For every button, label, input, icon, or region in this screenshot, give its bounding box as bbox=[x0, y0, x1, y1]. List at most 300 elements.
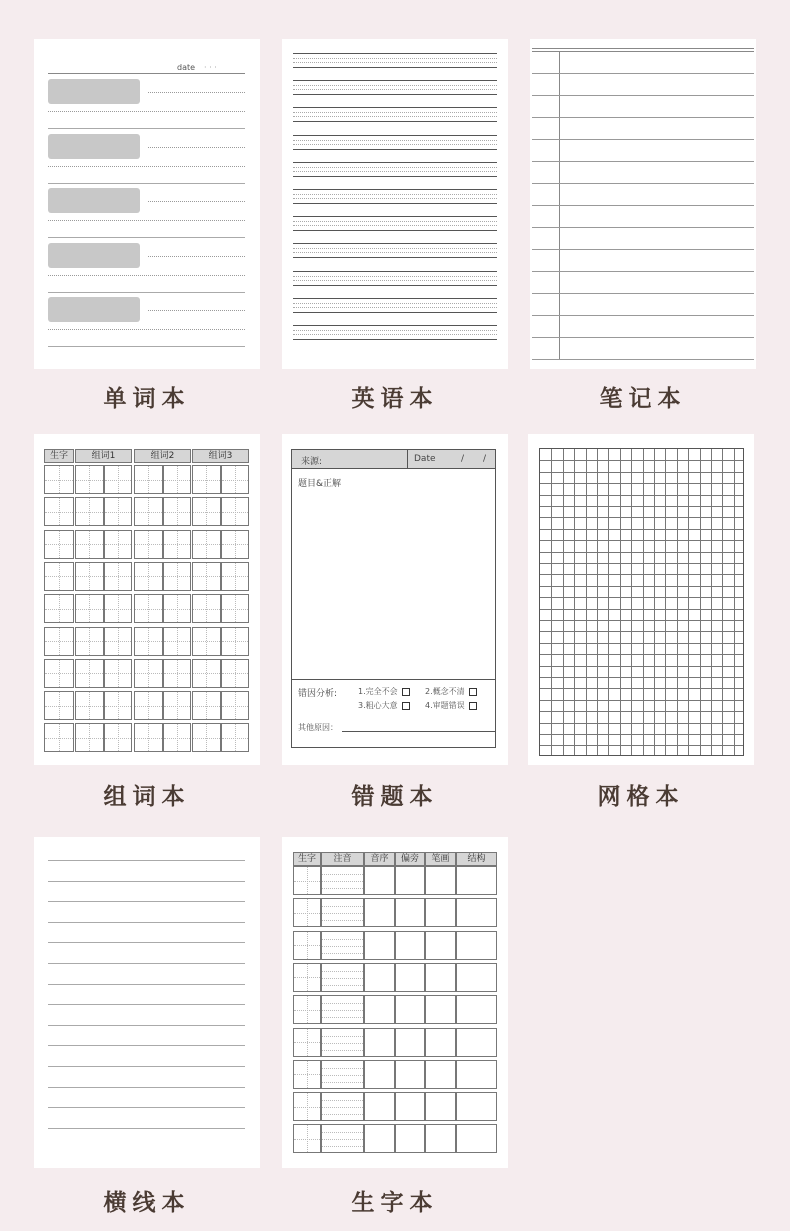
character-cell[interactable] bbox=[321, 1092, 364, 1121]
tian-cell[interactable] bbox=[192, 465, 221, 494]
english-midline bbox=[293, 334, 497, 335]
tian-cell[interactable] bbox=[134, 627, 163, 656]
english-line bbox=[293, 203, 497, 204]
english-line bbox=[293, 53, 497, 54]
english-midline bbox=[293, 252, 497, 253]
cell-guide bbox=[164, 544, 191, 545]
pinyin-guide bbox=[322, 1036, 363, 1037]
english-midline bbox=[293, 221, 497, 222]
tian-cell[interactable] bbox=[44, 594, 74, 623]
ruled-line bbox=[48, 901, 245, 902]
example-line bbox=[48, 329, 245, 330]
character-cell[interactable] bbox=[321, 995, 364, 1024]
phrase-header: 组词2 bbox=[134, 449, 191, 463]
tian-cell[interactable] bbox=[192, 691, 221, 720]
grid-row-line bbox=[540, 609, 743, 610]
character-cell[interactable] bbox=[395, 1028, 425, 1057]
character-cell[interactable] bbox=[364, 931, 395, 960]
character-cell[interactable] bbox=[364, 1124, 395, 1153]
note-line bbox=[532, 139, 754, 140]
pinyin-guide bbox=[322, 985, 363, 986]
cell-guide bbox=[45, 706, 73, 707]
tian-cell[interactable] bbox=[192, 594, 221, 623]
character-cell[interactable] bbox=[293, 963, 321, 992]
tian-cell[interactable] bbox=[163, 465, 192, 494]
checkbox-icon[interactable] bbox=[469, 688, 477, 696]
english-line bbox=[293, 257, 497, 258]
tian-cell[interactable] bbox=[163, 627, 192, 656]
cell-guide bbox=[294, 881, 320, 882]
pinyin-guide bbox=[322, 1010, 363, 1011]
english-line bbox=[293, 121, 497, 122]
character-cell[interactable] bbox=[321, 898, 364, 927]
grid-row-line bbox=[540, 745, 743, 746]
pinyin-guide bbox=[322, 971, 363, 972]
english-midline bbox=[293, 167, 497, 168]
tian-cell[interactable] bbox=[163, 497, 192, 526]
character-cell[interactable] bbox=[364, 1060, 395, 1089]
tian-cell[interactable] bbox=[44, 723, 74, 752]
grid-row-line bbox=[540, 597, 743, 598]
phrase-header: 生字 bbox=[44, 449, 74, 463]
option-4[interactable]: 4.审题错误 bbox=[425, 700, 477, 711]
cell-guide bbox=[164, 576, 191, 577]
pinyin-guide bbox=[322, 1003, 363, 1004]
cell-guide bbox=[105, 480, 132, 481]
character-cell[interactable] bbox=[293, 1124, 321, 1153]
character-header: 结构 bbox=[456, 852, 497, 866]
word-placeholder[interactable] bbox=[48, 297, 140, 322]
tian-cell[interactable] bbox=[44, 659, 74, 688]
option-3[interactable]: 3.粗心大意 bbox=[358, 700, 410, 711]
tian-cell[interactable] bbox=[44, 530, 74, 559]
character-cell[interactable] bbox=[425, 898, 456, 927]
character-cell[interactable] bbox=[395, 1060, 425, 1089]
character-cell[interactable] bbox=[456, 931, 497, 960]
option-2[interactable]: 2.概念不清 bbox=[425, 686, 477, 697]
english-line bbox=[293, 135, 497, 136]
cell-guide bbox=[135, 738, 162, 739]
tian-cell[interactable] bbox=[75, 691, 104, 720]
english-line bbox=[293, 285, 497, 286]
grid-row-line bbox=[540, 666, 743, 667]
english-midline bbox=[293, 307, 497, 308]
pinyin-guide bbox=[322, 920, 363, 921]
cell-guide bbox=[105, 641, 132, 642]
tian-cell[interactable] bbox=[163, 723, 192, 752]
note-line bbox=[532, 205, 754, 206]
character-cell[interactable] bbox=[364, 995, 395, 1024]
character-cell[interactable] bbox=[364, 866, 395, 895]
tian-cell[interactable] bbox=[221, 594, 250, 623]
tian-cell[interactable] bbox=[163, 530, 192, 559]
tian-cell[interactable] bbox=[163, 562, 192, 591]
ruled-line bbox=[48, 1025, 245, 1026]
english-midline bbox=[293, 280, 497, 281]
tian-cell[interactable] bbox=[134, 530, 163, 559]
english-line bbox=[293, 67, 497, 68]
tian-cell[interactable] bbox=[221, 691, 250, 720]
notebook-card-english[interactable] bbox=[282, 39, 508, 369]
tian-cell[interactable] bbox=[75, 659, 104, 688]
grid-row-line bbox=[540, 552, 743, 553]
tian-cell[interactable] bbox=[192, 723, 221, 752]
cell-guide bbox=[294, 1010, 320, 1011]
grid-row-line bbox=[540, 506, 743, 507]
character-cell[interactable] bbox=[364, 898, 395, 927]
cell-guide bbox=[76, 738, 103, 739]
cell-guide bbox=[294, 1042, 320, 1043]
tian-cell[interactable] bbox=[44, 627, 74, 656]
grid-area[interactable] bbox=[539, 448, 744, 756]
pinyin-guide bbox=[322, 1114, 363, 1115]
grid-row-line bbox=[540, 620, 743, 621]
date-separator: / bbox=[461, 454, 465, 464]
pinyin-guide bbox=[322, 1075, 363, 1076]
grid-row-line bbox=[540, 472, 743, 473]
english-midline bbox=[293, 194, 497, 195]
cell-guide bbox=[222, 544, 249, 545]
character-cell[interactable] bbox=[321, 1124, 364, 1153]
caption-english: 英语本 bbox=[351, 386, 439, 412]
grid-row-line bbox=[540, 517, 743, 518]
tian-cell[interactable] bbox=[221, 723, 250, 752]
cell-guide bbox=[222, 609, 249, 610]
cell-guide bbox=[135, 544, 162, 545]
cell-guide bbox=[294, 1074, 320, 1075]
top-line bbox=[532, 51, 754, 52]
character-cell[interactable] bbox=[293, 866, 321, 895]
cell-guide bbox=[222, 738, 249, 739]
cell-guide bbox=[193, 706, 220, 707]
character-cell[interactable] bbox=[395, 866, 425, 895]
character-cell[interactable] bbox=[321, 1060, 364, 1089]
character-cell[interactable] bbox=[425, 866, 456, 895]
checkbox-icon[interactable] bbox=[402, 688, 410, 696]
tian-cell[interactable] bbox=[104, 594, 133, 623]
tian-cell[interactable] bbox=[221, 497, 250, 526]
character-cell[interactable] bbox=[456, 1028, 497, 1057]
checkbox-icon[interactable] bbox=[469, 702, 477, 710]
character-cell[interactable] bbox=[456, 866, 497, 895]
note-line bbox=[532, 95, 754, 96]
tian-cell[interactable] bbox=[75, 497, 104, 526]
grid-row-line bbox=[540, 495, 743, 496]
word-placeholder[interactable] bbox=[48, 79, 140, 104]
character-header: 注音 bbox=[321, 852, 364, 866]
tian-cell[interactable] bbox=[163, 659, 192, 688]
character-cell[interactable] bbox=[395, 1092, 425, 1121]
other-reason-line[interactable] bbox=[342, 731, 495, 732]
character-cell[interactable] bbox=[395, 1124, 425, 1153]
ruled-line bbox=[48, 1128, 245, 1129]
cell-guide bbox=[105, 576, 132, 577]
tian-cell[interactable] bbox=[192, 497, 221, 526]
cell-guide bbox=[76, 512, 103, 513]
pinyin-guide bbox=[322, 1068, 363, 1069]
note-line bbox=[532, 293, 754, 294]
tian-cell[interactable] bbox=[221, 530, 250, 559]
english-line bbox=[293, 271, 497, 272]
cell-guide bbox=[105, 544, 132, 545]
grid-row-line bbox=[540, 563, 743, 564]
grid-row-line bbox=[540, 688, 743, 689]
english-midline bbox=[293, 140, 497, 141]
tian-cell[interactable] bbox=[104, 530, 133, 559]
caption-lined: 横线本 bbox=[103, 1190, 191, 1216]
character-cell[interactable] bbox=[321, 931, 364, 960]
word-placeholder[interactable] bbox=[48, 134, 140, 159]
character-cell[interactable] bbox=[395, 995, 425, 1024]
phrase-header: 组词3 bbox=[192, 449, 249, 463]
notebook-card-lined[interactable] bbox=[34, 837, 260, 1168]
cell-guide bbox=[135, 641, 162, 642]
notebook-card-notes[interactable] bbox=[530, 39, 756, 369]
ruled-line bbox=[48, 860, 245, 861]
english-midline bbox=[293, 85, 497, 86]
tian-cell[interactable] bbox=[44, 465, 74, 494]
pinyin-guide bbox=[322, 1043, 363, 1044]
separator-line bbox=[48, 346, 245, 347]
notebook-card-words[interactable] bbox=[34, 39, 260, 369]
character-cell[interactable] bbox=[395, 898, 425, 927]
tian-cell[interactable] bbox=[163, 691, 192, 720]
ruled-line bbox=[48, 1066, 245, 1067]
ruled-line bbox=[48, 922, 245, 923]
grid-row-line bbox=[540, 734, 743, 735]
caption-phrases: 组词本 bbox=[103, 784, 191, 810]
tian-cell[interactable] bbox=[134, 562, 163, 591]
tian-cell[interactable] bbox=[192, 530, 221, 559]
character-cell[interactable] bbox=[425, 1124, 456, 1153]
english-midline bbox=[293, 144, 497, 145]
tian-cell[interactable] bbox=[104, 627, 133, 656]
example-line bbox=[48, 275, 245, 276]
tian-cell[interactable] bbox=[75, 562, 104, 591]
character-cell[interactable] bbox=[425, 1060, 456, 1089]
tian-cell[interactable] bbox=[75, 594, 104, 623]
grid-row-line bbox=[540, 540, 743, 541]
cell-guide bbox=[222, 641, 249, 642]
character-cell[interactable] bbox=[293, 898, 321, 927]
option-1[interactable]: 1.完全不会 bbox=[358, 686, 410, 697]
english-midline bbox=[293, 112, 497, 113]
character-cell[interactable] bbox=[456, 1092, 497, 1121]
character-cell[interactable] bbox=[425, 995, 456, 1024]
cell-guide bbox=[45, 673, 73, 674]
grid-row-line bbox=[540, 483, 743, 484]
tian-cell[interactable] bbox=[44, 691, 74, 720]
grid-row-line bbox=[540, 529, 743, 530]
word-placeholder[interactable] bbox=[48, 243, 140, 268]
english-line bbox=[293, 107, 497, 108]
tian-cell[interactable] bbox=[221, 627, 250, 656]
pinyin-guide bbox=[322, 906, 363, 907]
pinyin-guide bbox=[322, 1082, 363, 1083]
cell-guide bbox=[45, 480, 73, 481]
separator-line bbox=[48, 183, 245, 184]
character-cell[interactable] bbox=[425, 963, 456, 992]
word-placeholder[interactable] bbox=[48, 188, 140, 213]
caption-mistakes: 错题本 bbox=[351, 784, 439, 810]
character-cell[interactable] bbox=[456, 1124, 497, 1153]
character-cell[interactable] bbox=[321, 963, 364, 992]
english-line bbox=[293, 230, 497, 231]
pinyin-guide bbox=[322, 939, 363, 940]
english-line bbox=[293, 149, 497, 150]
tian-cell[interactable] bbox=[75, 530, 104, 559]
character-cell[interactable] bbox=[293, 1028, 321, 1057]
character-cell[interactable] bbox=[395, 963, 425, 992]
note-line bbox=[532, 337, 754, 338]
grid-row-line bbox=[540, 700, 743, 701]
english-midline bbox=[293, 171, 497, 172]
english-midline bbox=[293, 58, 497, 59]
character-cell[interactable] bbox=[321, 1028, 364, 1057]
grid-row-line bbox=[540, 631, 743, 632]
meaning-line bbox=[148, 201, 245, 202]
tian-cell[interactable] bbox=[221, 465, 250, 494]
character-cell[interactable] bbox=[364, 1092, 395, 1121]
date-label: date bbox=[177, 63, 196, 72]
cell-guide bbox=[193, 576, 220, 577]
character-cell[interactable] bbox=[425, 931, 456, 960]
ruled-line bbox=[48, 1087, 245, 1088]
meaning-line bbox=[148, 92, 245, 93]
tian-cell[interactable] bbox=[192, 627, 221, 656]
notebook-card-characters[interactable] bbox=[282, 837, 508, 1168]
character-cell[interactable] bbox=[456, 898, 497, 927]
tian-cell[interactable] bbox=[75, 627, 104, 656]
checkbox-icon[interactable] bbox=[402, 702, 410, 710]
tian-cell[interactable] bbox=[44, 562, 74, 591]
english-midline bbox=[293, 225, 497, 226]
example-line bbox=[48, 111, 245, 112]
english-line bbox=[293, 189, 497, 190]
notebook-card-mistakes[interactable] bbox=[282, 434, 508, 765]
character-cell[interactable] bbox=[456, 963, 497, 992]
character-cell[interactable] bbox=[364, 1028, 395, 1057]
tian-cell[interactable] bbox=[192, 562, 221, 591]
english-line bbox=[293, 176, 497, 177]
cell-guide bbox=[45, 738, 73, 739]
english-line bbox=[293, 339, 497, 340]
tian-cell[interactable] bbox=[104, 723, 133, 752]
character-cell[interactable] bbox=[425, 1092, 456, 1121]
character-cell[interactable] bbox=[425, 1028, 456, 1057]
character-cell[interactable] bbox=[395, 931, 425, 960]
tian-cell[interactable] bbox=[104, 497, 133, 526]
cell-guide bbox=[45, 512, 73, 513]
cell-guide bbox=[45, 641, 73, 642]
example-line bbox=[48, 220, 245, 221]
tian-cell[interactable] bbox=[221, 659, 250, 688]
grid-row-line bbox=[540, 677, 743, 678]
english-line bbox=[293, 94, 497, 95]
tian-cell[interactable] bbox=[44, 497, 74, 526]
english-midline bbox=[293, 330, 497, 331]
pinyin-guide bbox=[322, 874, 363, 875]
english-line bbox=[293, 216, 497, 217]
cell-guide bbox=[76, 480, 103, 481]
cell-guide bbox=[164, 512, 191, 513]
mistake-header bbox=[292, 450, 495, 469]
pinyin-guide bbox=[322, 1139, 363, 1140]
character-cell[interactable] bbox=[293, 995, 321, 1024]
tian-cell[interactable] bbox=[221, 562, 250, 591]
tian-cell[interactable] bbox=[192, 659, 221, 688]
note-line bbox=[532, 359, 754, 360]
tian-cell[interactable] bbox=[75, 465, 104, 494]
character-cell[interactable] bbox=[456, 1060, 497, 1089]
cell-guide bbox=[105, 512, 132, 513]
pinyin-guide bbox=[322, 881, 363, 882]
ruled-line bbox=[48, 942, 245, 943]
cell-guide bbox=[164, 641, 191, 642]
caption-grid: 网格本 bbox=[597, 784, 685, 810]
cell-guide bbox=[193, 641, 220, 642]
cell-guide bbox=[193, 738, 220, 739]
tian-cell[interactable] bbox=[134, 594, 163, 623]
separator-line bbox=[48, 292, 245, 293]
character-cell[interactable] bbox=[321, 866, 364, 895]
cell-guide bbox=[222, 576, 249, 577]
character-cell[interactable] bbox=[293, 931, 321, 960]
english-line bbox=[293, 162, 497, 163]
character-cell[interactable] bbox=[293, 1092, 321, 1121]
tian-cell[interactable] bbox=[104, 659, 133, 688]
tian-cell[interactable] bbox=[104, 562, 133, 591]
date-label: Date bbox=[414, 454, 436, 464]
tian-cell[interactable] bbox=[134, 465, 163, 494]
tian-cell[interactable] bbox=[75, 723, 104, 752]
caption-characters: 生字本 bbox=[351, 1190, 439, 1216]
cell-guide bbox=[76, 576, 103, 577]
cell-guide bbox=[135, 706, 162, 707]
tian-cell[interactable] bbox=[134, 723, 163, 752]
tian-cell[interactable] bbox=[104, 691, 133, 720]
character-cell[interactable] bbox=[293, 1060, 321, 1089]
cell-guide bbox=[76, 609, 103, 610]
ruled-line bbox=[48, 1004, 245, 1005]
notebook-card-grid[interactable] bbox=[528, 434, 754, 765]
english-midline bbox=[293, 276, 497, 277]
cell-guide bbox=[105, 738, 132, 739]
date-marks: · · · bbox=[204, 63, 217, 72]
pinyin-guide bbox=[322, 1132, 363, 1133]
tian-cell[interactable] bbox=[104, 465, 133, 494]
grid-row-line bbox=[540, 460, 743, 461]
tian-cell[interactable] bbox=[163, 594, 192, 623]
character-header: 生字 bbox=[293, 852, 321, 866]
pinyin-guide bbox=[322, 1017, 363, 1018]
notebook-card-phrases[interactable] bbox=[34, 434, 260, 765]
english-midline bbox=[293, 248, 497, 249]
english-line bbox=[293, 80, 497, 81]
mistake-frame bbox=[291, 449, 496, 748]
tian-cell[interactable] bbox=[134, 691, 163, 720]
tian-cell[interactable] bbox=[134, 659, 163, 688]
ruled-line bbox=[48, 984, 245, 985]
character-cell[interactable] bbox=[364, 963, 395, 992]
meaning-line bbox=[148, 310, 245, 311]
caption-notes: 笔记本 bbox=[599, 386, 687, 412]
character-cell[interactable] bbox=[456, 995, 497, 1024]
cell-guide bbox=[45, 544, 73, 545]
cell-guide bbox=[294, 1107, 320, 1108]
cell-guide bbox=[294, 945, 320, 946]
tian-cell[interactable] bbox=[134, 497, 163, 526]
